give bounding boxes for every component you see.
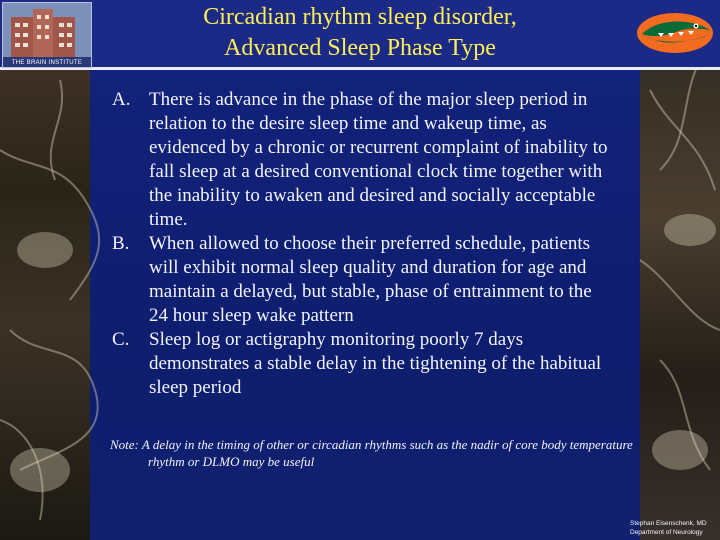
criterion-marker: B. — [112, 233, 130, 254]
gator-logo-icon — [632, 4, 718, 62]
criterion-text: There is advance in the phase of the major sleep period in relation to the desire sleep time and wakeup time, as evidenced by a chronic or recurrent complaint of inability to fall sleep at a desired conventional clock time together with the inability to awaken and desired and socially acceptable time. — [149, 89, 608, 230]
criterion-text: Sleep log or actigraphy monitoring poorly 7 days demonstrates a stable delay in the tightening of the habitual sleep period — [149, 329, 602, 398]
gator-logo — [632, 4, 718, 62]
building-photo-icon — [3, 3, 91, 67]
criterion-marker: C. — [112, 329, 130, 350]
title-line-1: Circadian rhythm sleep disorder, — [203, 4, 517, 30]
author-name: Stephan Eisenschenk, MD — [630, 520, 707, 527]
criterion-text: When allowed to choose their preferred schedule, patients will exhibit normal sleep quality and duration for age and maintain a delayed, but stable, phase of entrainment to the 24 hour sleep wake pattern — [149, 233, 592, 326]
criterion-c — [112, 328, 612, 400]
criterion-marker: A. — [112, 89, 131, 110]
criteria-list — [112, 88, 612, 400]
title-line-2: Advanced Sleep Phase Type — [224, 35, 496, 61]
slide-title — [130, 2, 590, 64]
brain-institute-logo — [2, 2, 92, 68]
author-department: Department of Neurology — [630, 529, 703, 536]
criterion-b — [112, 232, 612, 328]
header-divider — [0, 67, 720, 70]
footnote: Note: A delay in the timing of other or circadian rhythms such as the nadir of core body temperature rhythm or DLMO may be useful — [110, 437, 633, 469]
author-credit — [630, 519, 718, 537]
criterion-a — [112, 88, 612, 232]
brain-institute-logo-text: THE BRAIN INSTITUTE — [11, 60, 83, 66]
